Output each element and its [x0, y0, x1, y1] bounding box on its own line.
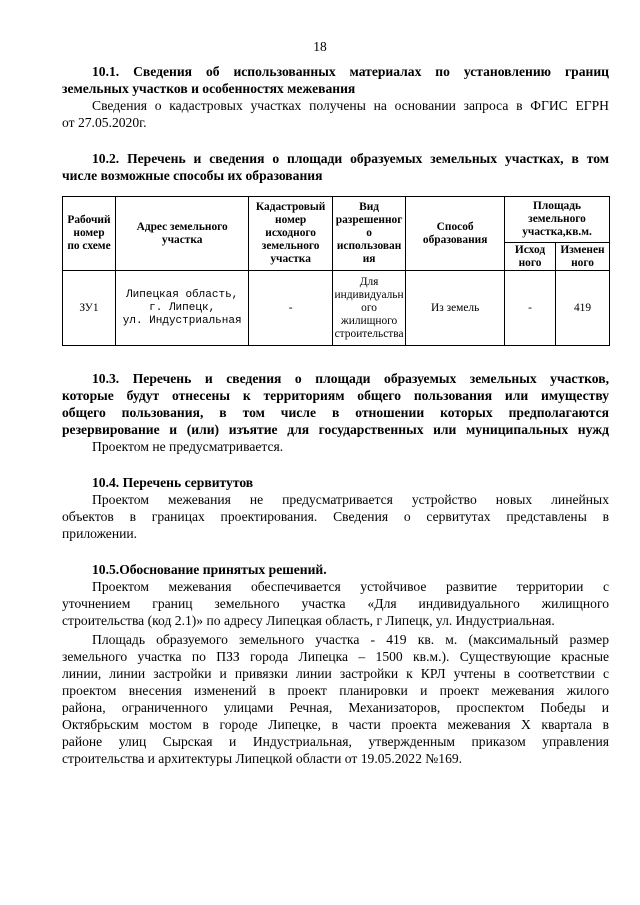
section-10-5-p2-line2: земельного участка по ПЗЗ города Липецка – 1500 кв.м.). Существующие красные	[62, 649, 609, 664]
section-10-3-title-line2: которые будут отнесены к территориям общего пользования или имуществу	[62, 388, 609, 403]
section-10-5-title: 10.5.Обоснование принятых решений.	[92, 562, 327, 577]
section-10-2-title-line2: числе возможные способы их образования	[62, 168, 323, 183]
section-10-4-line3: приложении.	[62, 526, 138, 541]
section-10-5-p2-line5: района, ограниченного улицами Речная, Механизаторов, проспектом Победы и	[62, 700, 609, 715]
section-10-2-title-line1: 10.2. Перечень и сведения о площади образуемых земельных участках, в том	[92, 151, 609, 166]
section-10-5-p2-line7: районе улиц Сырская и Индустриальная, утвержденным приказом управления	[62, 734, 609, 749]
section-10-5-p2-line6: Октябрьским мостом в городе Липецке, в части проекта межевания Х квартала в	[62, 717, 609, 732]
header-area-changed: Изменен ного	[555, 243, 609, 271]
section-10-1-title-line2: земельных участков и особенностях межевания	[62, 81, 356, 96]
section-10-5-p2-line3: линии, линии застройки и привязки линии застройки к КРЛ учтены в соответствии с	[62, 666, 609, 681]
header-cadastral-number: Кадастровый номер исходного земельного участка	[249, 197, 333, 271]
section-10-1-title-line1: 10.1. Сведения об использованных материалах по установлению границ	[92, 64, 609, 79]
section-10-5-p2-line1: Площадь образуемого земельного участка - 419 кв. м. (максимальный размер	[92, 632, 609, 647]
section-10-4-line1: Проектом межевания не предусматривается устройство новых линейных	[92, 492, 609, 507]
cell-area-changed: 419	[555, 271, 609, 346]
land-plots-table	[62, 196, 610, 346]
section-10-1-text-line2: от 27.05.2020г.	[62, 115, 147, 130]
section-10-4-line2: объектов в границах проектирования. Сведения о сервитутах представлены в	[62, 509, 609, 524]
cell-plot-number: ЗУ1	[63, 271, 116, 346]
section-10-5-p1-line2: уточнением границ земельного участка «Для индивидуального жилищного	[62, 596, 609, 611]
section-10-3-text: Проектом не предусматривается.	[92, 439, 284, 454]
section-10-5-p1-line3: строительства (код 2.1)» по адресу Липецкая область, г Липецк, ул. Индустриальная.	[62, 613, 555, 628]
header-formation-method: Способ образования	[406, 197, 505, 271]
header-plot-number: Рабочий номер по схеме	[63, 197, 116, 271]
section-10-5-p1-line1: Проектом межевания обеспечивается устойчивое развитие территории с	[92, 579, 609, 594]
header-area: Площадь земельного участка,кв.м.	[505, 197, 610, 243]
header-address: Адрес земельного участка	[115, 197, 248, 271]
section-10-1-text-line1: Сведения о кадастровых участках получены на основании запроса в ФГИС ЕГРН	[92, 98, 609, 113]
table-header-row	[63, 197, 610, 243]
cell-formation-method: Из земель	[406, 271, 505, 346]
table-row	[63, 271, 610, 346]
cell-cadastral-number: -	[249, 271, 333, 346]
section-10-3-title-line1: 10.3. Перечень и сведения о площади образуемых земельных участков,	[92, 371, 609, 386]
cell-area-source: -	[505, 271, 556, 346]
section-10-5-p2-line4: проектом внесения изменений в проект планировки и проект межевания жилого	[62, 683, 609, 698]
header-permitted-use: Вид разрешенног о использован ия	[332, 197, 405, 271]
page-number: 18	[313, 39, 327, 54]
section-10-3-title-line4: резервирование и (или) изъятие для государственных или муниципальных нужд	[62, 422, 609, 437]
header-area-source: Исход ного	[505, 243, 556, 271]
section-10-5-p2-line8: строительства и архитектуры Липецкой области от 19.05.2022 №169.	[62, 751, 463, 766]
cell-permitted-use: Для индивидуальн ого жилищного строительства	[332, 271, 405, 346]
section-10-4-title: 10.4. Перечень сервитутов	[92, 475, 254, 490]
section-10-3-title-line3: общего пользования, в том числе в отношении которых предполагаются	[62, 405, 609, 420]
cell-address: Липецкая область, г. Липецк, ул. Индустриальная	[115, 271, 248, 346]
